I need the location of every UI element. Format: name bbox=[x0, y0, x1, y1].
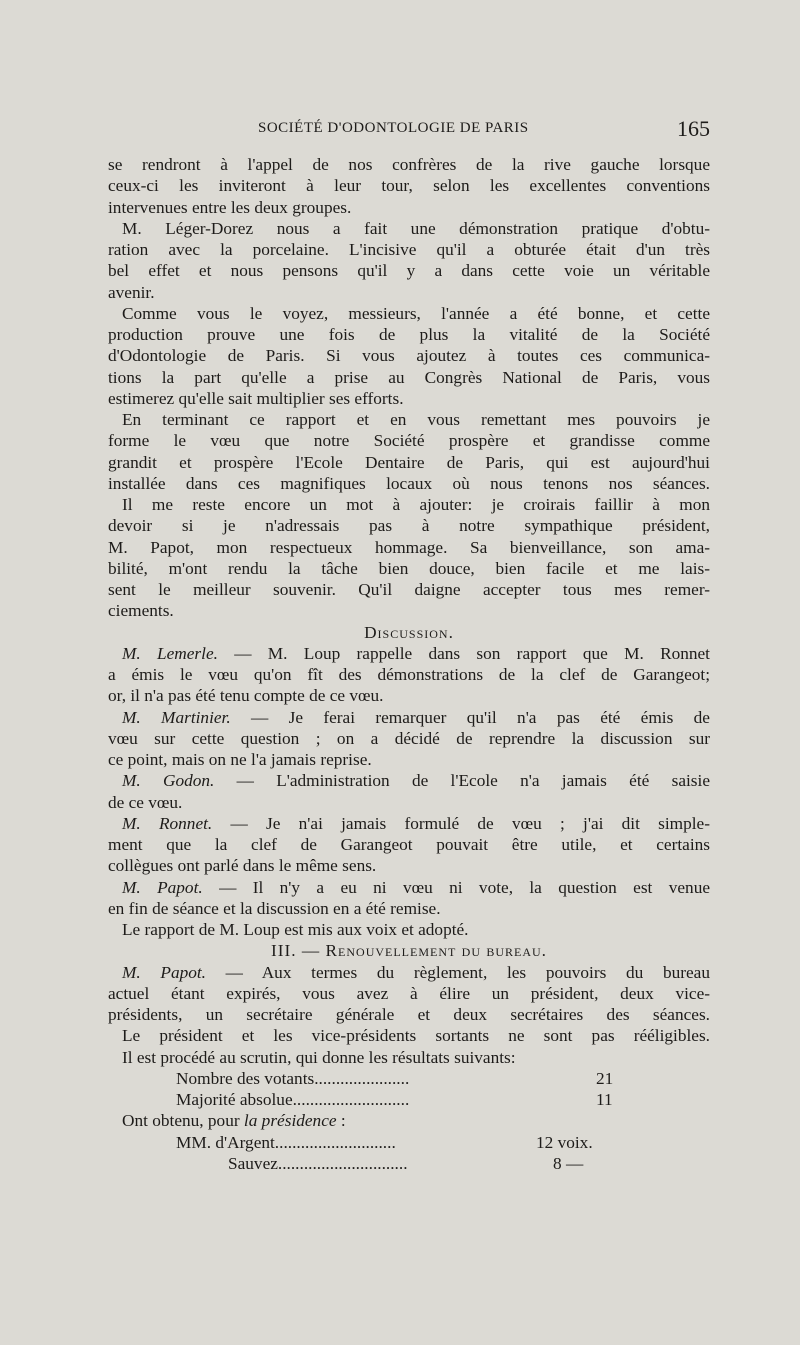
text-line: installée dans ces magnifiques locaux où nous tenons nos séances. bbox=[108, 473, 710, 493]
text-line: Le président et les vice-présidents sortants ne sont pas rééligibles. bbox=[122, 1026, 710, 1046]
text-line: actuel étant expirés, vous avez à élire un président, deux vice- bbox=[108, 983, 710, 1003]
speech-text: — M. Loup rappelle dans son rapport que M. Ronnet bbox=[217, 643, 710, 663]
result-row bbox=[108, 1089, 710, 1110]
text-line: vœu sur cette question ; on a décidé de reprendre la discussion sur bbox=[108, 728, 710, 748]
discussion-heading: Discussion. bbox=[364, 622, 454, 642]
text-line bbox=[108, 962, 710, 983]
result-value: 12 voix. bbox=[536, 1132, 593, 1152]
text-line: collègues ont parlé dans le même sens. bbox=[108, 856, 377, 876]
result-label: Majorité absolue........................... bbox=[176, 1090, 410, 1109]
text-line: Le rapport de M. Loup est mis aux voix et adopté. bbox=[122, 920, 469, 939]
text-line: intervenues entre les deux groupes. bbox=[108, 197, 352, 217]
text-line: bilité, m'ont rendu la tâche bien douce, bien facile et me lais- bbox=[108, 558, 710, 578]
speaker-name: M. Godon. bbox=[122, 771, 215, 791]
text-line: se rendront à l'appel de nos confrères de la rive gauche lorsque bbox=[108, 155, 710, 174]
result-label: MM. d'Argent............................ bbox=[176, 1132, 396, 1152]
result-row bbox=[108, 1132, 710, 1153]
page-header bbox=[108, 116, 710, 144]
speaker-name: M. Papot. bbox=[122, 877, 203, 897]
text-line: Il me reste encore un mot à ajouter: je croirais faillir à mon bbox=[122, 495, 710, 514]
text-line: a émis le vœu qu'on fît des démonstrations de la clef de Garangeot; bbox=[108, 665, 710, 684]
text-line: tions la part qu'elle a prise au Congrès National de Paris, vous bbox=[108, 367, 710, 387]
speaker-name: M. Martinier. bbox=[122, 707, 231, 727]
text-line: bel effet et nous pensons qu'il y a dans cette voie un véritable bbox=[108, 261, 710, 281]
text-line bbox=[108, 770, 710, 791]
text-line: grandit et prospère l'Ecole Dentaire de Paris, qui est aujourd'hui bbox=[108, 452, 710, 472]
text-line: Il est procédé au scrutin, qui donne les résultats suivants: bbox=[122, 1047, 516, 1067]
section-heading: III. — Renouvellement du bureau. bbox=[271, 941, 547, 961]
result-value: 11 bbox=[596, 1090, 613, 1109]
text-line: ce point, mais on ne l'a jamais reprise. bbox=[108, 750, 372, 769]
running-title: SOCIÉTÉ D'ODONTOLOGIE DE PARIS bbox=[258, 120, 529, 136]
text-line: or, il n'a pas été tenu compte de ce vœu. bbox=[108, 686, 384, 706]
text-line bbox=[108, 707, 710, 728]
text-line: devoir si je n'adressais pas à notre sympathique président, bbox=[108, 516, 710, 536]
text-line bbox=[108, 643, 710, 664]
text-line bbox=[108, 877, 710, 898]
result-label: Nombre des votants...................... bbox=[176, 1068, 410, 1088]
speech-text: — Aux termes du règlement, les pouvoirs du bureau bbox=[206, 962, 710, 982]
text-suffix: : bbox=[336, 1111, 346, 1131]
result-label: Sauvez.............................. bbox=[228, 1153, 408, 1173]
speech-text: — Il n'y a eu ni vœu ni vote, la question est venue bbox=[202, 877, 711, 897]
text-line bbox=[108, 1110, 710, 1131]
text-line: présidents, un secrétaire générale et deux secrétaires des séances. bbox=[108, 1005, 710, 1024]
text-line: production prouve une fois de plus la vitalité de la Société bbox=[108, 325, 710, 344]
text-line: sent le meilleur souvenir. Qu'il daigne accepter tous mes remer- bbox=[108, 580, 710, 599]
text-line: Comme vous le voyez, messieurs, l'année a été bonne, et cette bbox=[122, 303, 710, 323]
speaker-name: M. Lemerle. bbox=[122, 643, 218, 663]
text-line bbox=[108, 813, 710, 834]
speech-text: — Je n'ai jamais formulé de vœu ; j'ai dit simple- bbox=[212, 813, 710, 833]
text-line: de ce vœu. bbox=[108, 792, 183, 812]
speech-text: — Je ferai remarquer qu'il n'a pas été émis de bbox=[230, 707, 710, 727]
text-line: ceux-ci les inviteront à leur tour, selon les excellentes conventions bbox=[108, 176, 710, 196]
result-row bbox=[108, 1153, 710, 1174]
text-line: d'Odontologie de Paris. Si vous ajoutez à toutes ces communica- bbox=[108, 346, 710, 366]
text-line: en fin de séance et la discussion en a été remise. bbox=[108, 898, 441, 918]
text-line: forme le vœu que notre Société prospère et grandisse comme bbox=[108, 431, 710, 451]
result-value: 8 — bbox=[553, 1153, 584, 1173]
result-value: 21 bbox=[596, 1068, 614, 1088]
text-line: ment que la clef de Garangeot pouvait être utile, et certains bbox=[108, 835, 710, 854]
result-row bbox=[108, 1068, 710, 1089]
page-number: 165 bbox=[677, 116, 710, 141]
speaker-name: M. Papot. bbox=[122, 962, 206, 982]
speaker-name: M. Ronnet. bbox=[122, 813, 213, 833]
text-line: M. Léger-Dorez nous a fait une démonstration pratique d'obtu- bbox=[122, 218, 710, 238]
text-line: En terminant ce rapport et en vous remettant mes pouvoirs je bbox=[122, 410, 710, 429]
text-line: ration avec la porcelaine. L'incisive qu'il a obturée était d'un très bbox=[108, 240, 710, 259]
text-prefix: Ont obtenu, pour bbox=[122, 1111, 244, 1131]
speech-text: — L'administration de l'Ecole n'a jamais été saisie bbox=[214, 771, 710, 791]
page-body bbox=[108, 154, 710, 1174]
text-line: avenir. bbox=[108, 282, 155, 302]
text-italic: la présidence bbox=[243, 1111, 337, 1131]
text-line: M. Papot, mon respectueux hommage. Sa bienveillance, son ama- bbox=[108, 537, 710, 557]
text-line: ciements. bbox=[108, 601, 174, 621]
text-line: estimerez qu'elle sait multiplier ses efforts. bbox=[108, 388, 404, 408]
